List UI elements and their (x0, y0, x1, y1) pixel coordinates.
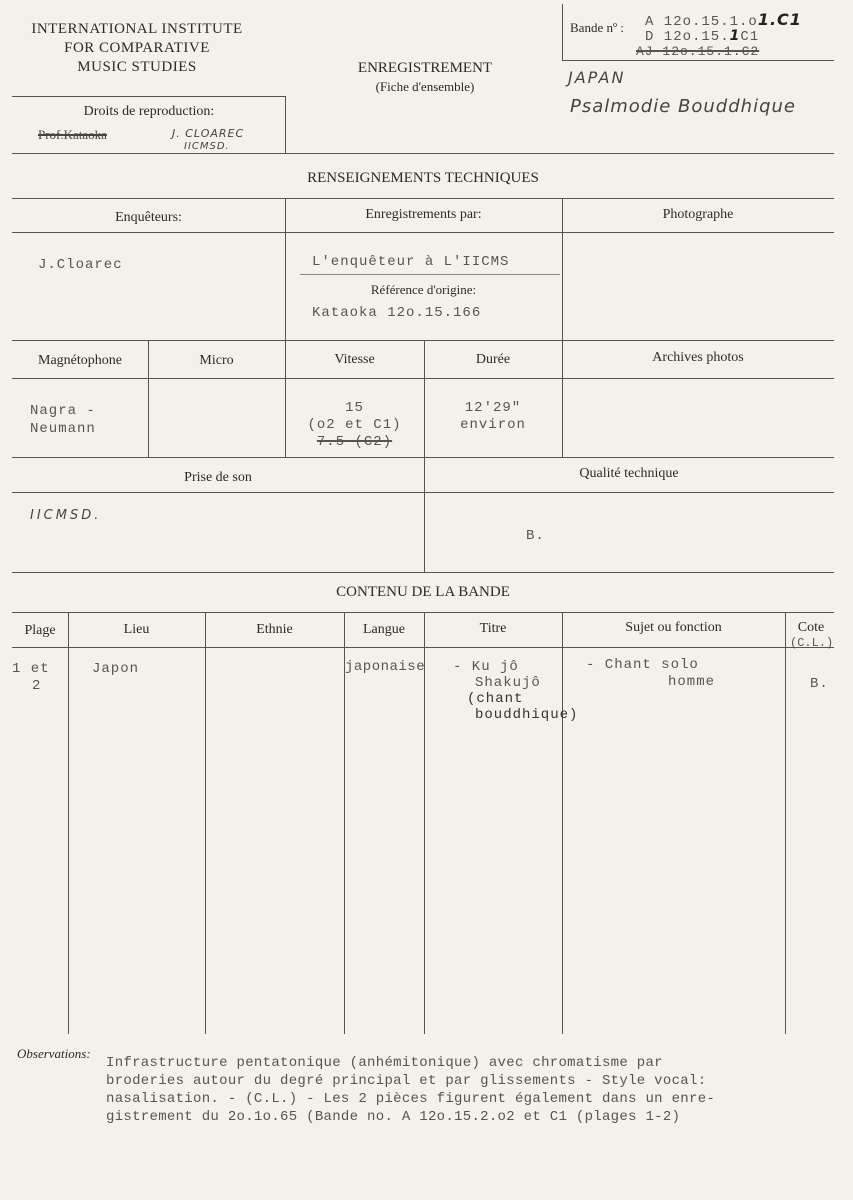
header-langue: Langue (363, 622, 405, 637)
rights-hand-1: J. CLOAREC (172, 127, 245, 140)
tech-row2-top (12, 340, 834, 341)
prise-hand: IICMSD. (30, 508, 102, 523)
observations-label: Observations: (17, 1046, 91, 1061)
contenu-col-3 (344, 612, 345, 1034)
header-ethnie: Ethnie (256, 622, 293, 637)
enregistrements-label: Enregistrements par: (365, 207, 482, 222)
contenu-col-6 (785, 612, 786, 1034)
row-sujet-2: homme (668, 674, 716, 690)
magnetophone-label: Magnétophone (38, 353, 122, 368)
vitesse-struck: 7.5 (C2) (316, 434, 393, 450)
bande-d-suffix: C1 (740, 29, 760, 45)
row-sujet (586, 657, 715, 691)
row-titre-2: Shakujô (475, 675, 541, 691)
tech-row3-bottom (12, 492, 834, 493)
header-titre: Titre (479, 621, 507, 636)
row-langue: japonaise (345, 659, 426, 675)
form-title (330, 60, 520, 95)
vitesse-value (285, 400, 424, 451)
observations-line-3: nasalisation. - (C.L.) - Les 2 pièces figurent également dans un enre- (106, 1091, 716, 1107)
duree-value-1: 12'29" (464, 400, 522, 416)
institute-line-1: INTERNATIONAL INSTITUTE (31, 21, 243, 37)
enregistrements-value: L'enquêteur à L'IICMS (312, 254, 510, 270)
qualite-value: B. (526, 528, 545, 544)
observations-line-2: broderies autour du degré principal et par glissements - Style vocal: (106, 1073, 707, 1089)
row-titre-1: - Ku jô (453, 659, 519, 675)
observations-line-1: Infrastructure pentatonique (anhémitonique) avec chromatisme par (106, 1055, 663, 1071)
bande-label: Bande nº : (570, 20, 624, 35)
header-sujet: Sujet ou fonction (625, 620, 722, 635)
country-handwritten: JAPAN (568, 68, 626, 87)
institute-name (12, 20, 262, 77)
row-sujet-1: - Chant solo (586, 657, 699, 673)
observations-text (106, 1054, 715, 1126)
photographe-label: Photographe (662, 207, 734, 222)
rights-label: Droits de reproduction: (83, 104, 215, 119)
rights-box-top (12, 96, 286, 97)
duree-value-2: environ (460, 417, 526, 433)
prise-label: Prise de son (184, 470, 252, 485)
magnetophone-value-2: Neumann (30, 421, 96, 437)
contenu-section-title: CONTENU DE LA BANDE (336, 584, 510, 600)
vitesse-value-1: 15 (345, 400, 364, 416)
magnetophone-value-1: Nagra - (30, 403, 96, 419)
form-title-main: ENREGISTREMENT (357, 60, 493, 76)
row-lieu: Japon (92, 661, 140, 677)
observations-line-4: gistrement du 2o.1o.65 (Bande no. A 12o.15.2.o2 et C1 (plages 1-2) (106, 1109, 681, 1125)
vitesse-label: Vitesse (334, 352, 375, 367)
institute-line-3: MUSIC STUDIES (77, 59, 197, 75)
contenu-header-top (12, 612, 834, 613)
tech-row2-bottom (12, 378, 834, 379)
contenu-col-2 (205, 612, 206, 1034)
row-plage (12, 661, 50, 695)
vitesse-value-2: (o2 et C1) (307, 417, 402, 433)
qualite-label: Qualité technique (579, 466, 679, 481)
contenu-col-1 (68, 612, 69, 1034)
bande-line-struck: AJ 12o.15.1.C2 (636, 44, 760, 59)
duree-value (424, 400, 562, 434)
enregistrements-underline (300, 274, 560, 275)
tech-row3-top (12, 457, 834, 458)
form-title-sub: (Fiche d'ensemble) (375, 79, 475, 94)
micro-label: Micro (199, 353, 234, 368)
institute-line-2: FOR COMPARATIVE (64, 40, 210, 56)
bande-d-hand: 1 (729, 28, 741, 44)
duree-label: Durée (475, 352, 511, 367)
magnetophone-value (30, 402, 96, 438)
tech-top-line (12, 153, 834, 154)
bande-d-typed: D 12o.15. (645, 29, 730, 45)
row-titre (453, 659, 578, 723)
header-plage: Plage (24, 623, 56, 638)
header-cote-sub: (C.L.) (790, 636, 834, 650)
row-plage-2: 2 (32, 678, 42, 694)
reference-label: Référence d'origine: (370, 282, 477, 297)
contenu-top-line (12, 572, 834, 573)
bande-box-left (562, 4, 563, 61)
subject-handwritten: Psalmodie Bouddhique (570, 96, 796, 117)
tech-row1-top (12, 198, 834, 199)
row-cote: B. (810, 676, 829, 692)
tech-row1-bottom (12, 232, 834, 233)
bande-line-a (645, 10, 802, 30)
rights-struck-value: Prof.Kataoka (38, 127, 107, 142)
enqueteurs-label: Enquêteurs: (115, 210, 182, 225)
rights-hand-2: IICMSD. (184, 141, 230, 152)
bande-box-bottom (562, 60, 834, 61)
header-cote: Cote (797, 620, 825, 635)
row-plage-1: 1 et (12, 661, 50, 677)
row-titre-4: bouddhique) (475, 707, 579, 723)
row-titre-3: (chant (467, 691, 524, 707)
bande-line-d (645, 28, 759, 45)
contenu-col-4 (424, 612, 425, 1034)
tech-section-title: RENSEIGNEMENTS TECHNIQUES (307, 170, 539, 186)
contenu-header-bottom (12, 647, 834, 648)
reference-value: Kataoka 12o.15.166 (312, 305, 482, 321)
header-lieu: Lieu (123, 622, 150, 637)
bande-a-hand: 1.C1 (757, 10, 802, 29)
bande-a-typed: A 12o.15.1.o (645, 14, 758, 30)
archives-label: Archives photos (652, 350, 744, 365)
enqueteurs-value: J.Cloarec (38, 257, 123, 273)
